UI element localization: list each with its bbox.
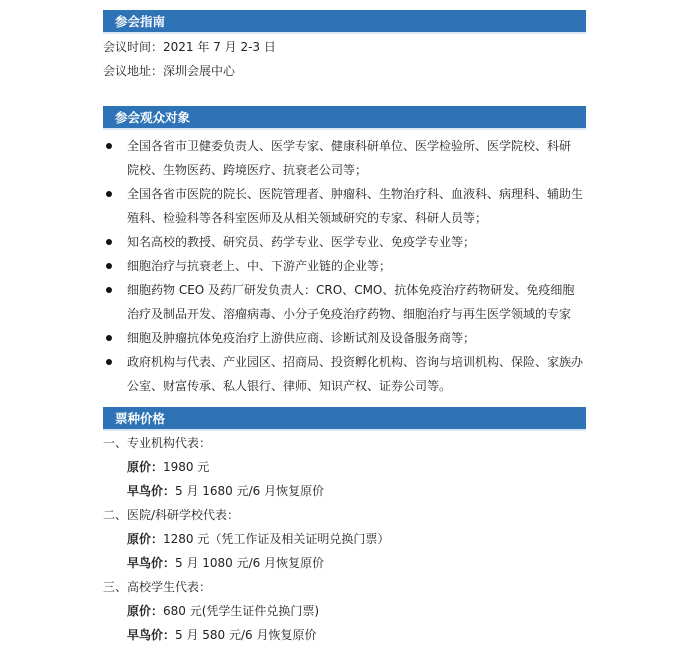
section-audience [103,106,586,398]
list-item [103,134,586,182]
list-item-line: 细胞及肿瘤抗体免疫治疗上游供应商、诊断试剂及设备服务商等； [127,331,476,345]
meeting-time-value: 2021 年 7 月 2-3 日 [163,40,276,54]
ticket-group-heading: 一、专业机构代表： [103,436,212,450]
list-item [103,230,586,254]
list-item-line: 全国各省市卫健委负责人、医学专家、健康科研单位、医学检验所、医学院校、科研 [127,139,572,153]
early-price-value: 5 月 580 元/6 月恢复原价 [175,628,317,642]
section-title-tickets: 票种价格 [103,407,586,431]
section-tickets [103,407,586,647]
bullet-icon [106,359,112,365]
ticket-early-price [103,479,586,503]
audience-list [103,134,586,398]
price-value: 1280 元（凭工作证及相关证明兑换门票） [163,532,390,546]
list-item-line: 细胞药物 CEO 及药厂研发负责人：CRO、CMO、抗体免疫治疗药物研发、免疫细胞 [127,283,575,297]
bullet-icon [106,335,112,341]
early-price-label: 早鸟价： [127,628,176,642]
price-value: 1980 元 [163,460,210,474]
price-value: 680 元(凭学生证件兑换门票) [163,604,320,618]
list-item-line: 治疗及制品开发、溶瘤病毒、小分子免疫治疗药物、细胞治疗与再生医学领域的专家 [127,307,572,321]
meeting-time [103,35,586,59]
list-item [103,278,586,326]
list-item-line: 政府机构与代表、产业园区、招商局、投资孵化机构、咨询与培训机构、保险、家族办 [127,355,584,369]
bullet-icon [106,263,112,269]
section-guide [103,10,586,83]
price-label: 原价： [127,532,164,546]
meeting-place [103,59,586,83]
ticket-groups [103,431,586,647]
list-item-line: 知名高校的教授、研究员、药学专业、医学专业、免疫学专业等； [127,235,476,249]
early-price-label: 早鸟价： [127,556,176,570]
ticket-group-heading: 二、医院/科研学校代表： [103,508,240,522]
ticket-early-price [103,623,586,647]
list-item-line: 殖科、检验科等各科室医师及从相关领域研究的专家、科研人员等； [127,211,488,225]
price-label: 原价： [127,460,164,474]
list-item-line: 公室、财富传承、私人银行、律师、知识产权、证券公司等。 [127,379,452,393]
list-item [103,350,586,398]
list-item [103,254,586,278]
bullet-icon [106,287,112,293]
early-price-value: 5 月 1680 元/6 月恢复原价 [175,484,325,498]
ticket-price [103,455,586,479]
section-title-audience: 参会观众对象 [103,106,586,130]
meeting-place-value: 深圳会展中心 [163,64,236,78]
ticket-price [103,599,586,623]
bullet-icon [106,239,112,245]
ticket-early-price [103,551,586,575]
list-item [103,182,586,230]
ticket-price [103,527,586,551]
meeting-time-label: 会议时间： [103,40,164,54]
section-title-guide: 参会指南 [103,10,586,34]
meeting-place-label: 会议地址： [103,64,164,78]
early-price-value: 5 月 1080 元/6 月恢复原价 [175,556,325,570]
bullet-icon [106,143,112,149]
list-item [103,326,586,350]
list-item-line: 院校、生物医药、跨境医疗、抗衰老公司等； [127,163,368,177]
price-label: 原价： [127,604,164,618]
bullet-icon [106,191,112,197]
early-price-label: 早鸟价： [127,484,176,498]
ticket-group-heading: 三、高校学生代表： [103,580,212,594]
list-item-line: 全国各省市医院的院长、医院管理者、肿瘤科、生物治疗科、血液科、病理科、辅助生 [127,187,584,201]
list-item-line: 细胞治疗与抗衰老上、中、下游产业链的企业等； [127,259,392,273]
